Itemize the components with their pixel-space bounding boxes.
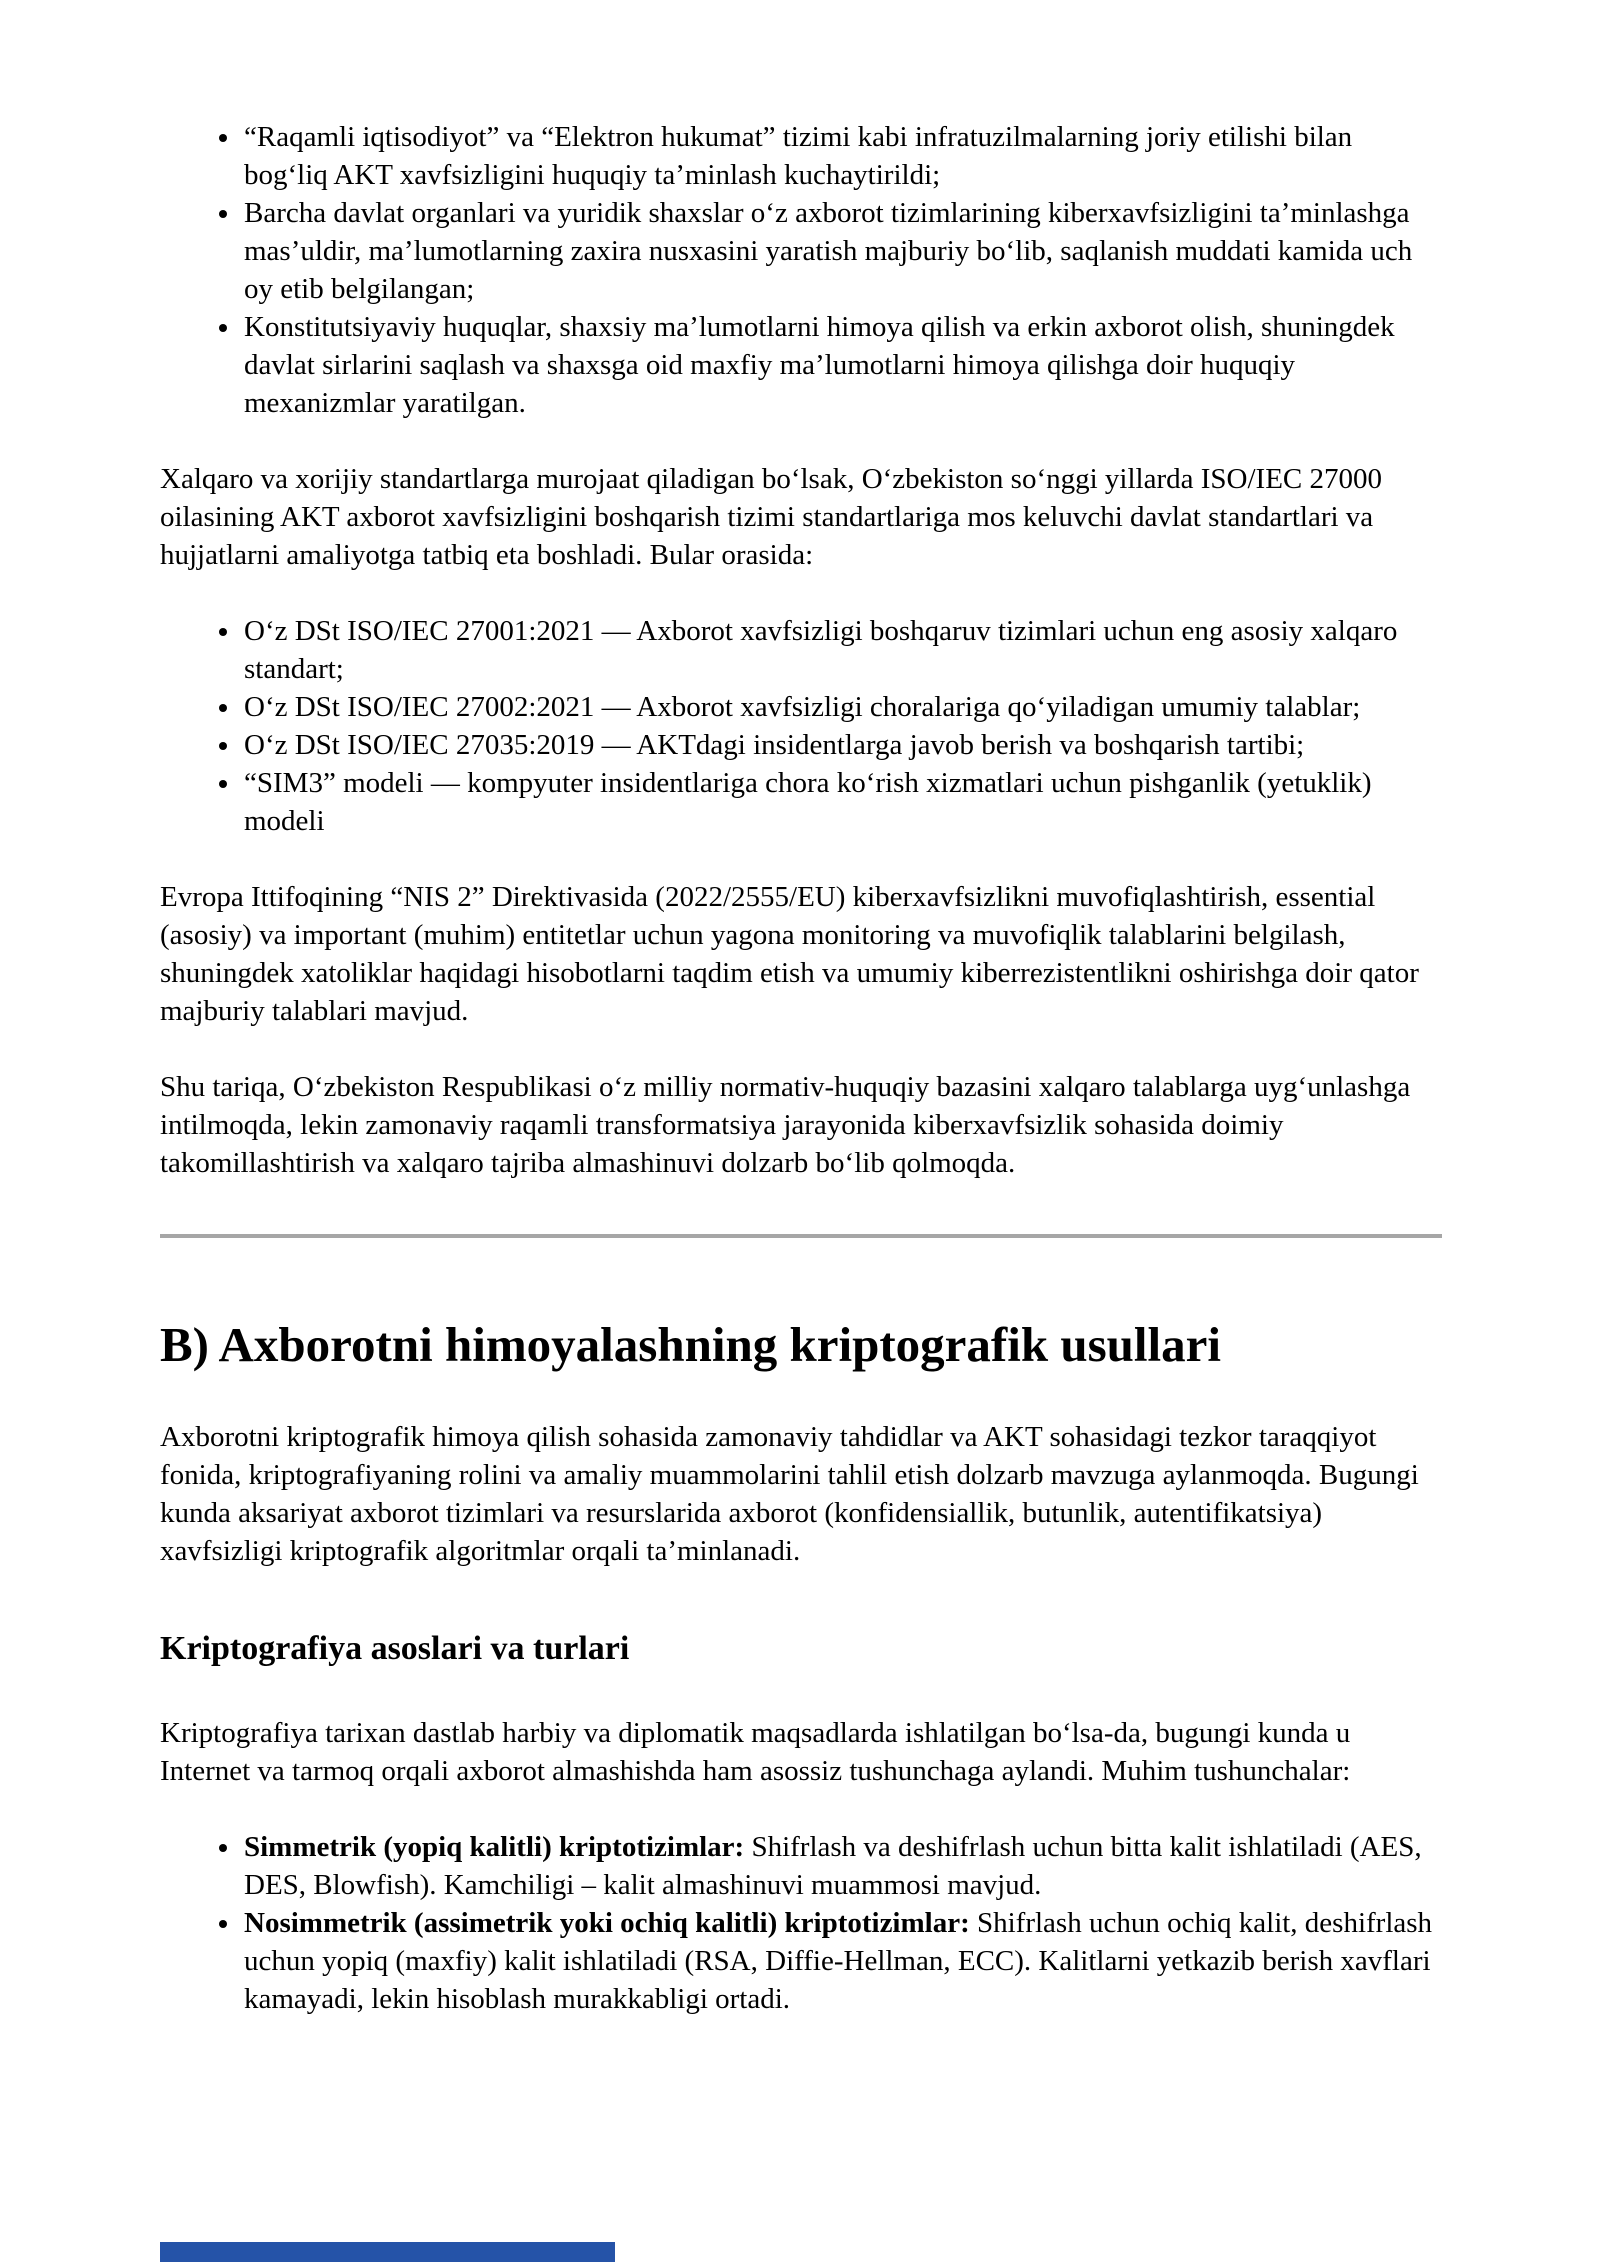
bottom-partial-bar — [160, 2242, 615, 2262]
legal-measures-list — [160, 118, 1442, 422]
section-b-intro: Axborotni kriptografik himoya qilish sohasida zamonaviy tahdidlar va AKT sohasidagi tezkor taraqqiyot fonida, kriptografiyaning rolini va amaliy muammolarini tahlil etish dolzarb mavzuga aylanmoqda. Bugungi kunda aksariyat axborot tizimlari va resurslarida axborot (konfidensiallik, butunlik, autentifikatsiya) xavfsizligi kriptografik algoritmlar orqali ta’minlanadi. — [160, 1421, 1419, 1567]
section-b-title: B) Axborotni himoyalashning kriptografik usullari — [160, 1317, 1221, 1372]
standards-list — [160, 612, 1442, 840]
list-item: • O‘z DSt ISO/IEC 27001:2021 — Axborot xavfsizligi boshqaruv tizimlari uchun eng asosiy xalqaro standart; — [242, 612, 1442, 688]
term-asymmetric: Nosimmetrik (assimetrik yoki ochiq kalitli) kriptotizimlar: — [244, 1907, 970, 1939]
list-item: • Konstitutsiyaviy huquqlar, shaxsiy ma’lumotlarni himoya qilish va erkin axborot olish, shuningdek davlat sirlarini saqlash va shaxsga oid maxfiy ma’lumotlarni himoya qilishga doir huquqiy mexanizmlar yaratilgan. — [242, 308, 1442, 422]
crypto-types-list — [160, 1828, 1442, 2018]
list-item: • “Raqamli iqtisodiyot” va “Elektron hukumat” tizimi kabi infratuzilmalarning joriy etilishi bilan bog‘liq AKT xavfsizligini huquqiy ta’minlash kuchaytirildi; — [242, 118, 1442, 194]
term-symmetric: Simmetrik (yopiq kalitli) kriptotizimlar: — [244, 1831, 745, 1863]
list-item — [242, 1904, 1442, 2018]
paragraph-nis2: Evropa Ittifoqining “NIS 2” Direktivasida (2022/2555/EU) kiberxavfsizlikni muvofiqlashtirish, essential (asosiy) va important (muhim) entitetlar uchun yagona monitoring va muvofiqlik talablarini belgilash, shuningdek xatoliklar haqidagi hisobotlarni taqdim etish va umumiy kiberrezistentlikni oshirishga doir qator majburiy talablari mavjud. — [160, 881, 1419, 1027]
section-divider — [160, 1234, 1442, 1238]
list-item: • “SIM3” modeli — kompyuter insidentlariga chora ko‘rish xizmatlari uchun pishganlik (yetuklik) modeli — [242, 764, 1442, 840]
crypto-intro-paragraph: Kriptografiya tarixan dastlab harbiy va diplomatik maqsadlarda ishlatilgan bo‘lsa-da, bugungi kunda u Internet va tarmoq orqali axborot almashishda ham asossiz tushunchaga aylandi. Muhim tushunchalar: — [160, 1717, 1351, 1787]
list-item: • O‘z DSt ISO/IEC 27035:2019 — AKTdagi insidentlarga javob berish va boshqarish tartibi; — [242, 726, 1442, 764]
paragraph-standards: Xalqaro va xorijiy standartlarga murojaat qiladigan bo‘lsak, O‘zbekiston so‘nggi yillarda ISO/IEC 27000 oilasining AKT axborot xavfsizligini boshqarish tizimi standartlariga mos keluvchi davlat standartlari va hujjatlarni amaliyotga tatbiq eta boshladi. Bular orasida: — [160, 463, 1383, 571]
document-content — [160, 118, 1442, 2056]
list-item: • Barcha davlat organlari va yuridik shaxslar o‘z axborot tizimlarining kiberxavfsizligini ta’minlashga mas’uldir, ma’lumotlarning zaxira nusxasini yaratish majburiy bo‘lib, saqlanish muddati kamida uch oy etib belgilangan; — [242, 194, 1442, 308]
crypto-basics-subheading: Kriptografiya asoslari va turlari — [160, 1630, 630, 1667]
paragraph-conclusion: Shu tariqa, O‘zbekiston Respublikasi o‘z milliy normativ-huquqiy bazasini xalqaro talablarga uyg‘unlashga intilmoqda, lekin zamonaviy raqamli transformatsiya jarayonida kiberxavfsizlik sohasida doimiy takomillashtirish va xalqaro tajriba almashinuvi dolzarb bo‘lib qolmoqda. — [160, 1071, 1411, 1179]
list-item: • O‘z DSt ISO/IEC 27002:2021 — Axborot xavfsizligi choralariga qo‘yiladigan umumiy talablar; — [242, 688, 1442, 726]
term-asymmetric-description: Shifrlash uchun ochiq kalit, deshifrlash uchun yopiq (maxfiy) kalit ishlatiladi (RSA, Diffie-Hellman, ECC). Kalitlarni yetkazib berish xavflari kamayadi, lekin hisoblash murakkabligi ortadi. — [244, 1907, 1433, 2015]
term-symmetric-description: Shifrlash va deshifrlash uchun bitta kalit ishlatiladi (AES, DES, Blowfish). Kamchiligi – kalit almashinuvi muammosi mavjud. — [244, 1831, 1422, 1901]
list-item — [242, 1828, 1442, 1904]
